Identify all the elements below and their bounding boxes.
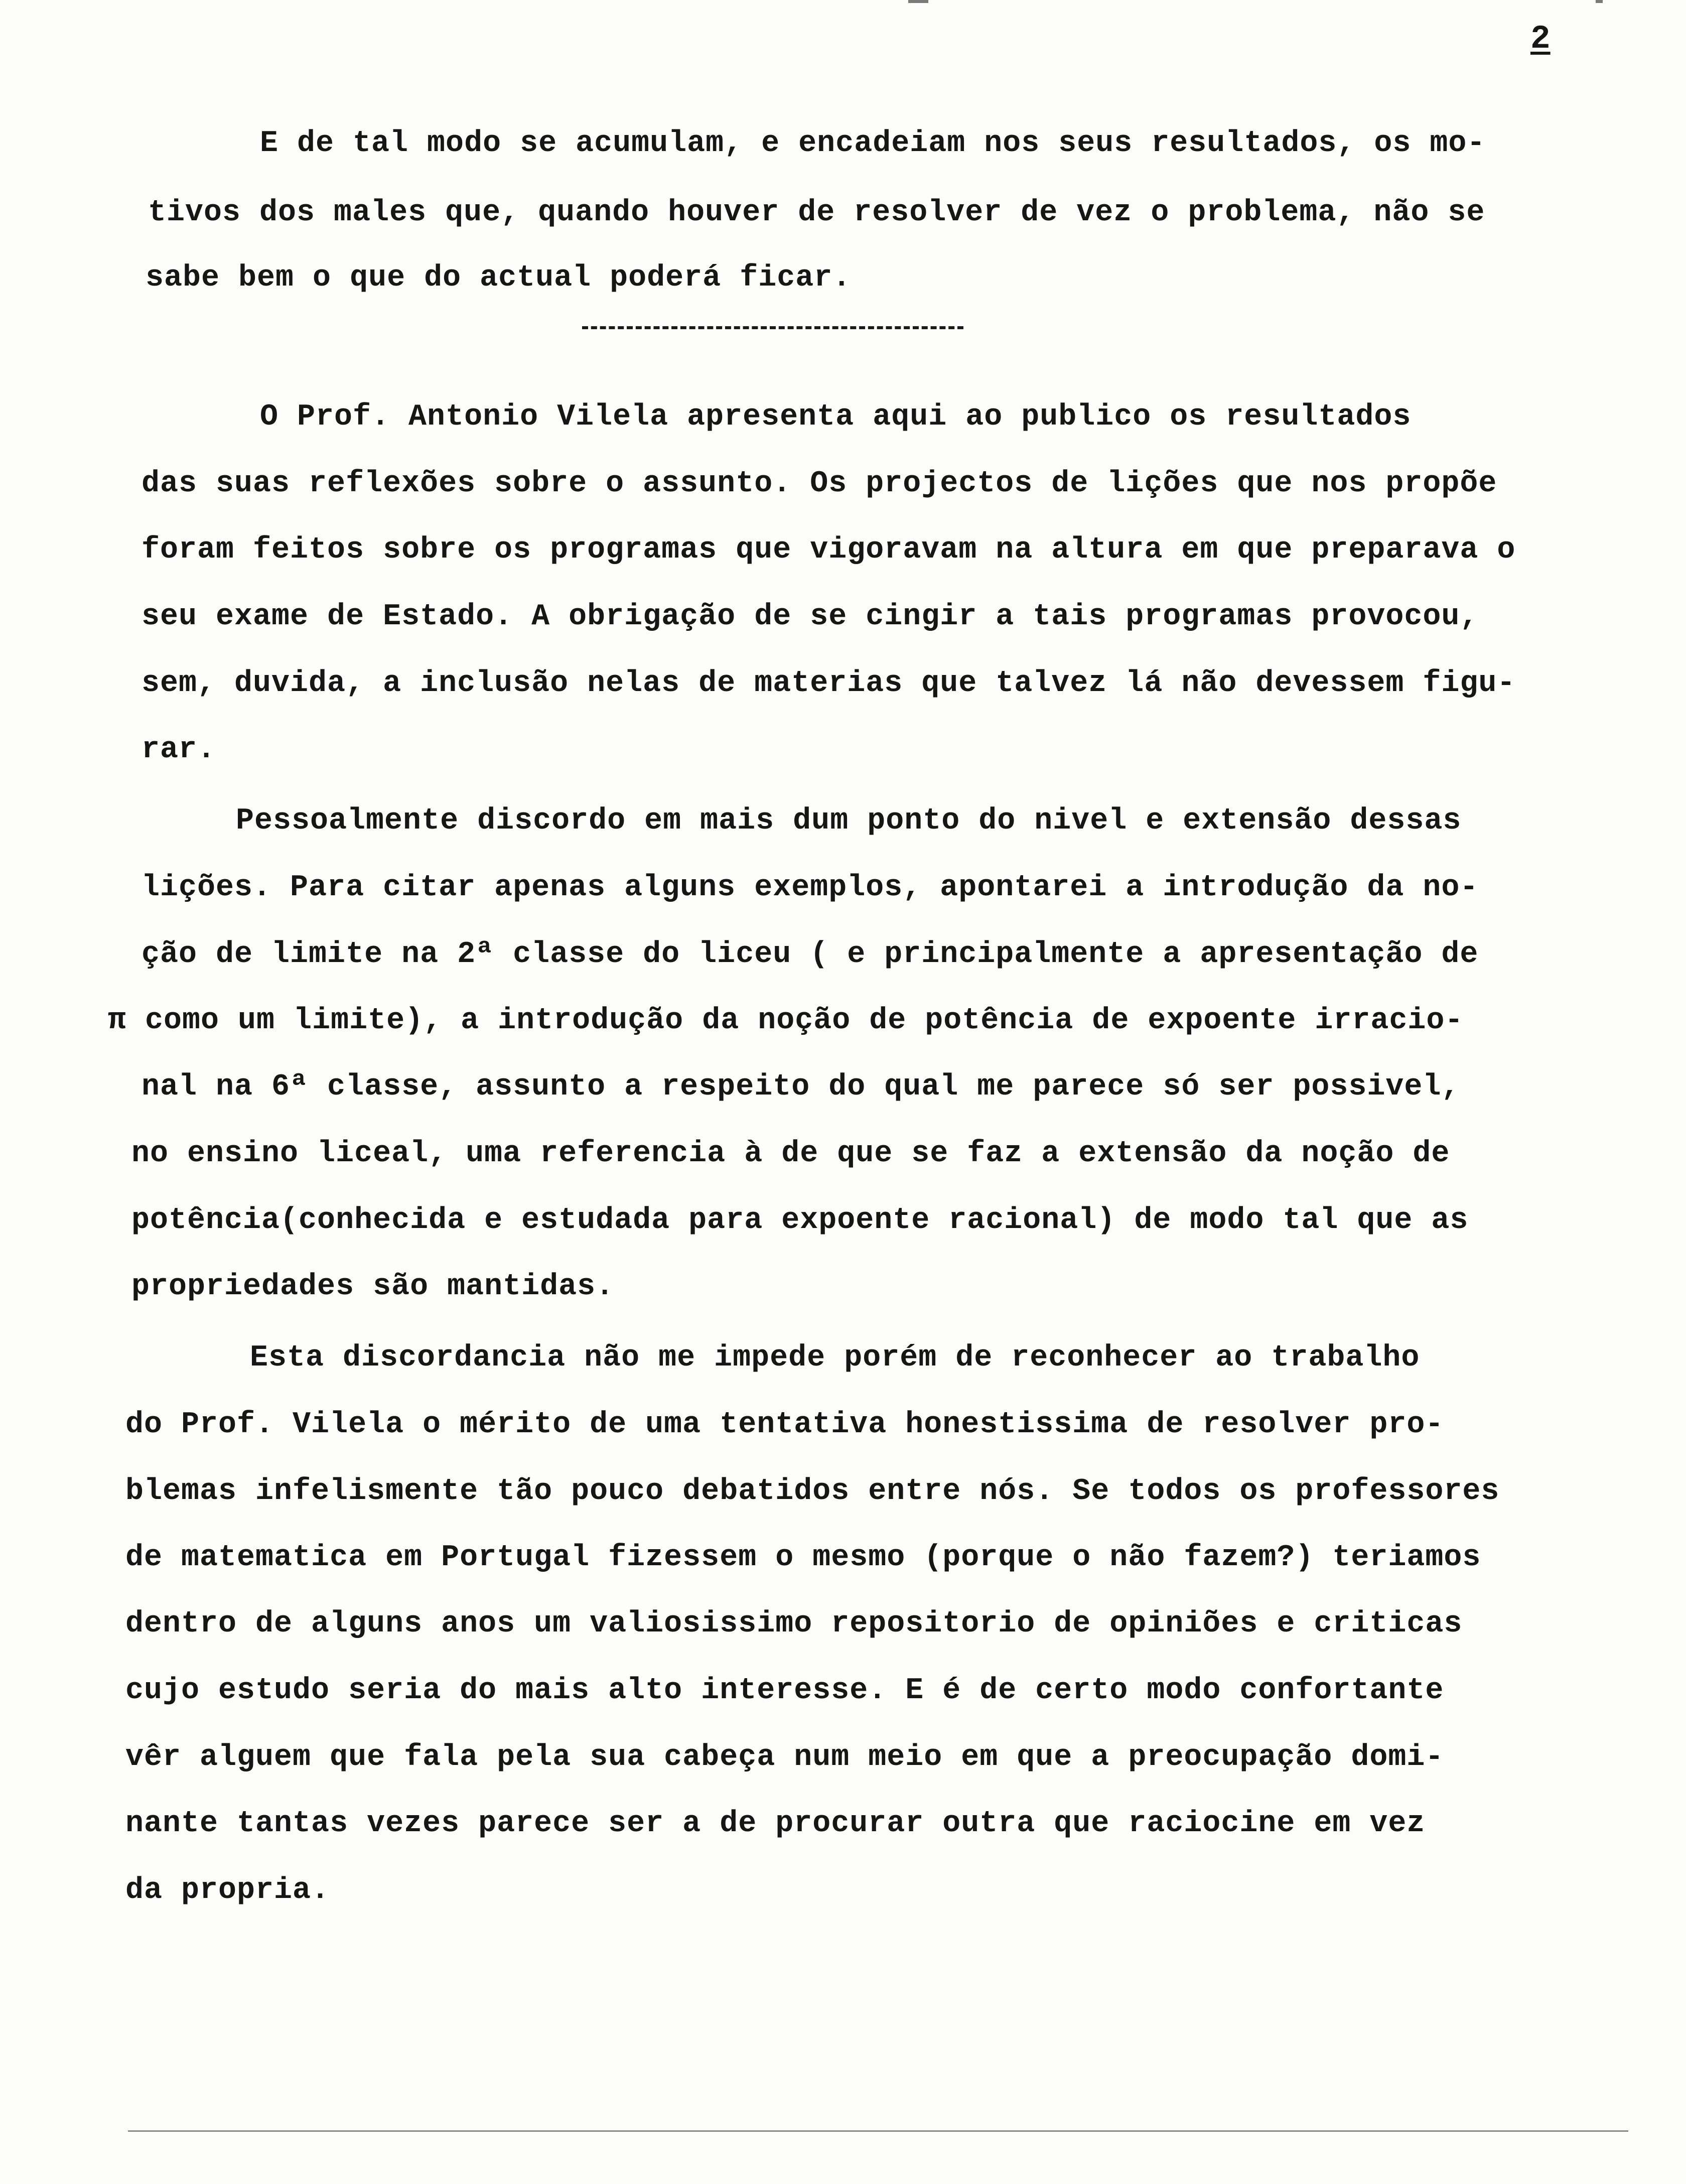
text-line: no ensino liceal, uma referencia à de que se faz a extensão da noção de (131, 1137, 1450, 1171)
text-line: ção de limite na 2ª classe do liceu ( e principalmente a apresentação de (142, 937, 1479, 972)
text-line: das suas reflexões sobre o assunto. Os projectos de lições que nos propõe (142, 467, 1497, 501)
text-line: E de tal modo se acumulam, e encadeiam nos seus resultados, os mo- (260, 126, 1486, 161)
text-line: cujo estudo seria do mais alto interesse. E é de certo modo confortante (125, 1674, 1444, 1708)
bottom-rule (128, 2130, 1628, 2132)
section-separator (582, 326, 963, 329)
text-line: π como um limite), a introdução da noção de potência de expoente irracio- (108, 1004, 1464, 1038)
text-line: sem, duvida, a inclusão nelas de materias que talvez lá não devessem figu- (142, 666, 1516, 701)
text-line: lições. Para citar apenas alguns exemplos, apontarei a introdução da no- (142, 871, 1479, 905)
text-line: Pessoalmente discordo em mais dum ponto do nivel e extensão dessas (236, 804, 1462, 838)
text-line: de matematica em Portugal fizessem o mesmo (porque o não fazem?) teriamos (125, 1541, 1481, 1575)
text-line: Esta discordancia não me impede porém de reconhecer ao trabalho (250, 1341, 1420, 1375)
text-line: foram feitos sobre os programas que vigoravam na altura em que preparava o (142, 533, 1516, 567)
scan-mark (908, 0, 928, 3)
text-line: seu exame de Estado. A obrigação de se cingir a tais programas provocou, (142, 600, 1479, 634)
separator-dashes (582, 307, 925, 341)
text-line: blemas infelismente tão pouco debatidos entre nós. Se todos os professores (125, 1474, 1500, 1509)
scan-mark (1596, 0, 1603, 3)
text-line: propriedades são mantidas. (131, 1270, 615, 1304)
text-line: nante tantas vezes parece ser a de procurar outra que raciocine em vez (125, 1807, 1426, 1841)
text-line: da propria. (125, 1873, 330, 1907)
text-line: rar. (142, 733, 216, 767)
text-line: do Prof. Vilela o mérito de uma tentativa honestissima de resolver pro- (125, 1408, 1444, 1442)
text-line: dentro de alguns anos um valiosissimo repositorio de opiniões e criticas (125, 1607, 1463, 1641)
text-line: tivos dos males que, quando houver de resolver de vez o problema, não se (148, 196, 1485, 230)
text-line: potência(conhecida e estudada para expoente racional) de modo tal que as (131, 1203, 1469, 1238)
text-line: vêr alguem que fala pela sua cabeça num meio em que a preocupação domi- (125, 1740, 1444, 1774)
text-line: nal na 6ª classe, assunto a respeito do qual me parece só ser possivel, (142, 1070, 1460, 1104)
page-number: 2 (1530, 20, 1551, 58)
text-line: sabe bem o que do actual poderá ficar. (146, 261, 852, 295)
text-line: O Prof. Antonio Vilela apresenta aqui ao publico os resultados (260, 400, 1412, 434)
